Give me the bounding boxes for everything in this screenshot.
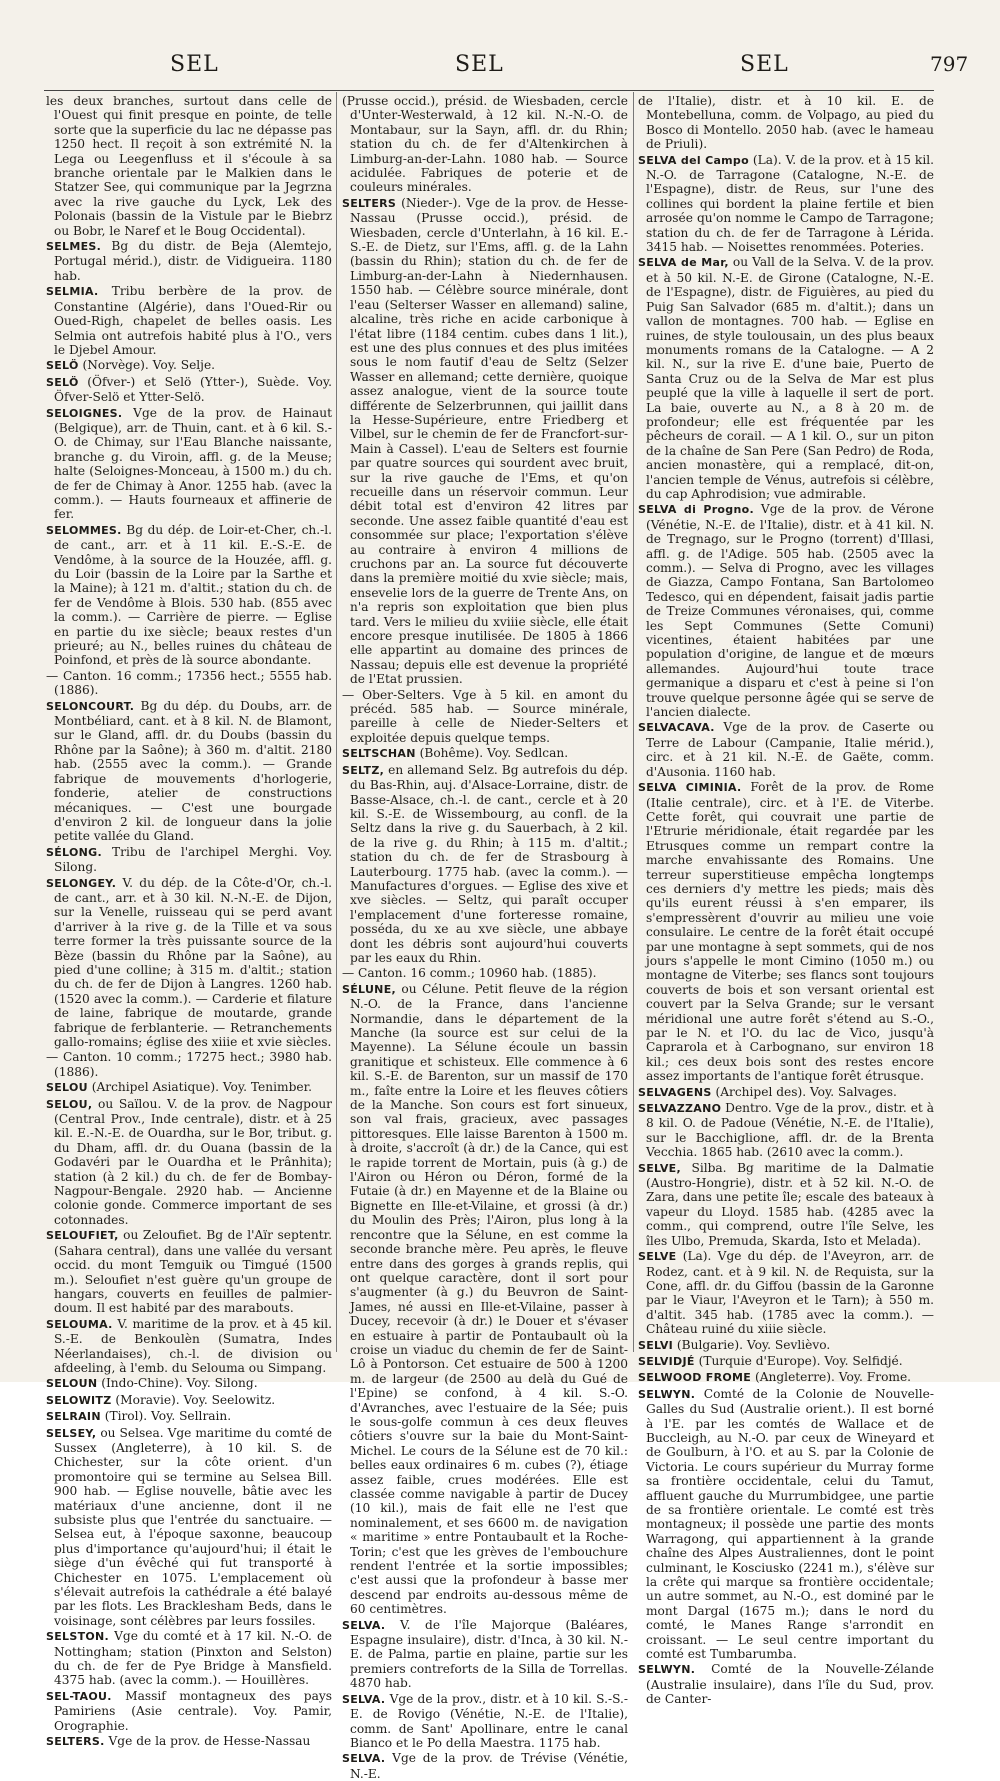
entry-text: (Norvège). Voy. Selje. <box>82 358 216 373</box>
dictionary-entry <box>46 375 332 405</box>
entry-text: Vge de la prov. de Hainaut (Belgique), arr. de Thuin, cant. et à 6 kil. S.-O. de Chimay, sur l'Eau Blanche naissante, branche g. du Viroin, affl. g. de la Meuse; halte (Seloignes-Monceau, à 1500 m.) du ch. de fer de Chimay à Anor. 1255 hab. (avec la comm.). — Hauts fourneaux et affinerie de fer. <box>54 405 333 522</box>
dictionary-entry <box>46 239 332 283</box>
entry-headword: SELVI <box>638 1338 674 1352</box>
entry-text: Bg du dép. du Doubs, arr. de Montbéliard, cant. et à 8 kil. N. de Blamont, sur le Gland, affl. dr. du Doubs (bassin du Rhône par la Saône); à 360 m. d'altit. 2180 hab. (2555 avec la comm.). — Grande fabrique de mouvements d'horlogerie, fonderie, atelier de constructions mécaniques. — C'est une bourgade d'environ 2 kil. de longueur dans la jolie petite vallée du Gland. <box>54 698 332 844</box>
dictionary-entry <box>46 1050 332 1079</box>
dictionary-entry <box>46 1097 332 1228</box>
entry-headword: SELRAIN <box>46 1410 101 1424</box>
entry-text: Silba. Bg maritime de la Dalmatie (Austro-Hongrie), distr. et à 52 kil. N.-O. de Zara, dans une petite île; escale des bateaux à vapeur du Lloyd. 1585 hab. (4285 avec la comm., qui comprend, outre l'île Selve, les îles Ulbo, Premuda, Skarda, Isto et Melada). <box>646 1160 934 1248</box>
column-3 <box>638 94 935 1707</box>
dictionary-entry <box>638 1662 934 1706</box>
entry-text: ou Selsea. Vge maritime du comté de Sussex (Angleterre), à 10 kil. S. de Chichester, sur la côte orient. d'un promontoire qui se termine au Selsea Bill. 900 hab. — Eglise nouvelle, bâtie avec les matériaux d'une ancienne, dont il ne subsiste plus que l'entrée du sanctuaire. — Selsea eut, à l'époque saxonne, beaucoup plus d'importance qu'aujourd'hui; il était le siège d'un évêché qui fut transporté à Chichester en 1075. L'emplacement où s'élevait autrefois la cathédrale a été balayé par les flots. Les Bracklesham Beds, dans le voisinage, sont célèbres par leurs fossiles. <box>54 1425 333 1628</box>
dictionary-entry <box>46 406 332 522</box>
entry-text: V. de l'île Majorque (Baléares, Espagne insulaire), distr. d'Inca, à 30 kil. N.-E. de Palma, partie en plaine, partie sur les premiers contreforts de la Silla de Torrellas. 4870 hab. <box>350 1617 628 1691</box>
entry-headword: SELOUFIET, <box>46 1229 119 1243</box>
entry-text: ou Vall de la Selva. V. de la prov. et à 50 kil. N.-E. de Girone (Catalogne, N.-E. de l'Espagne), distr. de Figuières, au pied du Puig San Salvador (685 m. d'altit.); dans un vallon de montagnes. 700 hab. — Eglise en ruines, de style toulousain, un des plus beaux monuments romans de la Catalogne. — A 2 kil. N., sur la rive E. d'une baie, Puerto de Santa Cruz ou de la Selva de Mar est plus peuplé que la ville à laquelle il sert de port. La baie, ouverte au N., a 8 à 20 m. de profondeur; elle est fréquentée par les pêcheurs de corail. — A 1 kil. O., sur un piton de la chaîne de San Pere (San Pedro) de Roda, ancien monastère, qui a remplacé, dit-on, l'ancien temple de Vénus, autrefois si célèbre, du cap Aphrodision; vue admirable. <box>646 255 934 501</box>
entry-text: (Angleterre). Voy. Frome. <box>754 1370 912 1385</box>
entry-headword: SELOWITZ <box>46 1393 112 1407</box>
entry-headword: SELSTON. <box>46 1630 110 1644</box>
dictionary-entry <box>46 1376 332 1391</box>
entry-text: Bg du dép. de Loir-et-Cher, ch.-l. de cant., arr. et à 11 kil. E.-S.-E. de Vendôme, à la source de la Houzée, affl. g. du Loir (bassin de la Loire par la Sarthe et la Maine); à 121 m. d'altit.; station du ch. de fer de Vendôme à Blois. 530 hab. (855 avec la comm.). — Carrière de pierre. — Eglise en partie du ixe siècle; beaux restes d'un prieuré; au N., belles ruines du château de Poinfond, et près de là source abondante. <box>54 522 333 668</box>
entry-headword: SELOMMES. <box>46 523 122 537</box>
entry-headword: SELVIDJÉ <box>638 1354 695 1368</box>
dictionary-entry <box>342 94 628 195</box>
dictionary-entry <box>638 1370 934 1385</box>
column-divider <box>633 92 634 1352</box>
entry-text: V. maritime de la prov. et à 45 kil. S.-E. de Benkoulèn (Sumatra, Indes Néerlandaises), ch.-l. de division ou afdeeling, à l'emb. du Selouma ou Simpang. <box>54 1316 333 1375</box>
entry-headword: SELVA CIMINIA. <box>638 781 742 795</box>
entry-text: Vge de la prov. de Hesse-Nassau <box>108 1734 311 1749</box>
dictionary-entry <box>638 1387 934 1662</box>
dictionary-entry <box>638 502 934 719</box>
running-head-right: SEL <box>740 52 789 77</box>
column-divider <box>336 92 337 1352</box>
dictionary-entry <box>46 1409 332 1424</box>
entry-text: — Ober-Selters. Vge à 5 kil. en amont du précéd. 585 hab. — Source minérale, pareille à celle de Nieder-Selters et exploitée depuis quelque temps. <box>342 687 628 745</box>
entry-text: (Archipel Asiatique). Voy. Tenimber. <box>91 1080 312 1095</box>
dictionary-entry <box>342 746 628 761</box>
entry-text: Tribu de l'archipel Merghi. Voy. Silong. <box>54 844 332 875</box>
entry-text: (Turquie d'Europe). Voy. Selfidjé. <box>698 1353 903 1368</box>
dictionary-entry <box>46 1393 332 1408</box>
entry-text: Vge du comté et à 17 kil. N.-O. de Nottingham; station (Pinxton and Selston) du ch. de fer de Pye Bridge à Mansfield. 4375 hab. (avec la comm.). — Houillères. <box>54 1629 332 1688</box>
dictionary-entry <box>342 1751 628 1781</box>
entry-headword: SELONGEY. <box>46 876 117 890</box>
entry-text: (Öfver-) et Selö (Ytter-), Suède. Voy. Öfver-Selö et Ytter-Selö. <box>54 374 333 405</box>
entry-headword: SELVE, <box>638 1161 681 1175</box>
dictionary-entry <box>46 523 332 668</box>
dictionary-entry <box>342 982 628 1617</box>
entry-headword: SELVA. <box>342 1692 386 1706</box>
entry-headword: SELONCOURT. <box>46 699 135 713</box>
dictionary-entry <box>638 153 934 255</box>
entry-headword: SELÖ <box>46 375 79 389</box>
entry-headword: SÉLUNE, <box>342 982 396 996</box>
dictionary-entry <box>342 763 628 966</box>
dictionary-entry <box>46 1426 332 1629</box>
entry-text: — Canton. 10 comm.; 17275 hect.; 3980 hab. (1886). <box>46 1050 332 1079</box>
entry-headword: SELVA. <box>342 1618 386 1632</box>
dictionary-entry <box>638 720 934 779</box>
dictionary-entry <box>46 699 332 844</box>
dictionary-entry <box>46 1317 332 1376</box>
dictionary-entry <box>46 1228 332 1315</box>
entry-text: (La). Vge du dép. de l'Aveyron, arr. de Rodez, cant. et à 9 kil. N. de Requista, sur la Cone, affl. dr. du Giffou (bassin de la Garonne par le Viaur, l'Aveyron et le Tarn); à 550 m. d'altit. 345 hab. (1785 avec la comm.). — Château ruiné du xiiie siècle. <box>646 1249 934 1337</box>
dictionary-entry <box>342 1692 628 1751</box>
entry-text: Vge de la prov., distr. et à 10 kil. S.-S.-E. de Rovigo (Vénétie, N.-E. de l'Italie), comm. de Sant' Apollinare, entre le canal Bianco et le Po della Maestra. 1175 hab. <box>350 1691 628 1750</box>
dictionary-entry <box>638 94 934 152</box>
entry-headword: SELMES. <box>46 240 102 254</box>
dictionary-entry <box>46 358 332 373</box>
dictionary-entry <box>638 1101 934 1160</box>
dictionary-entry <box>638 1161 934 1248</box>
entry-text: (Indo-Chine). Voy. Silong. <box>101 1376 258 1391</box>
dictionary-entry <box>342 688 628 746</box>
entry-text: ou Saïlou. V. de la prov. de Nagpour (Central Prov., Inde centrale), distr. et à 25 kil. E.-N.-E. de Ouardha, sur le Bor, tribut. g. du Dham, affl. dr. du Ouana (bassin de la Godavéri par le Ouardha et le Prânhita); station (à 2 kil.) du ch. de fer de Bombay-Nagpour-Bengale. 2920 hab. — Ancienne colonie gonde. Commerce important de ses cotonnades. <box>54 1096 332 1227</box>
dictionary-entry <box>342 966 628 980</box>
entry-headword: SELVE <box>638 1250 677 1264</box>
entry-headword: SELOUN <box>46 1377 98 1391</box>
entry-text: ou Zeloufiet. Bg de l'Aïr septentr. (Sahara central), dans une vallée du versant occid. du mont Temguik ou Timgué (1500 m.). Seloufiet n'est guère qu'un groupe de hangars, couverts en feuilles de palmier-doum. Il est habité par des marabouts. <box>54 1228 333 1316</box>
dictionary-entry <box>46 669 332 698</box>
entry-headword: SELVA. <box>342 1752 386 1766</box>
entry-text: (Bohême). Voy. Sedlcan. <box>419 746 569 761</box>
entry-text: Forêt de la prov. de Rome (Italie centrale), circ. et à l'E. de Viterbe. Cette forêt, qui couvrait une partie de l'Etrurie méridionale, était regardée par les Etrusques comme un rempart contre la marche envahissante des Romains. Une terreur superstitieuse empêcha longtemps ces derniers d'y mettre les pieds; mais dès qu'ils eurent réussi à s'en emparer, ils s'empressèrent d'ouvrir au milieu une voie consulaire. Le centre de la forêt était occupé par une montagne à sept sommets, qui de nos jours s'appelle le mont Cimino (1050 m.) ou montagne de Viterbe; ses flancs sont toujours couverts de bois et son versant oriental est couvert par la Selva Grande; sur le versant méridional une autre forêt s'étend au S.-O., par le N. et l'O. du lac de Vico, jusqu'à Caprarola et à Carbognano, sur environ 18 kil.; ces deux bois sont des restes encore assez importants de l'antique forêt étrusque. <box>646 780 935 1084</box>
dictionary-entry <box>342 1618 628 1691</box>
entry-headword: SELÖ <box>46 359 79 373</box>
entry-text: Vge de la prov. de Caserte ou Terre de Labour (Campanie, Italie mérid.), circ. et à 21 kil. N.-E. de Gaëte, comm. d'Ausonia. 1160 hab. <box>646 720 934 779</box>
dictionary-entry <box>46 1080 332 1095</box>
entry-text: (Archipel des). Voy. Salvages. <box>715 1084 897 1099</box>
dictionary-entry <box>46 1629 332 1688</box>
entry-text: Massif montagneux des pays Pamiriens (Asie centrale). Voy. Pamir, Orographie. <box>54 1688 332 1733</box>
entry-headword: SELVA di Progno. <box>638 503 754 517</box>
entry-headword: SELVACAVA. <box>638 721 715 735</box>
entry-text: de l'Italie), distr. et à 10 kil. E. de Montebelluna, comm. de Volpago, au pied du Bosco di Montello. 2050 hab. (avec le hameau de Priuli). <box>638 94 934 152</box>
entry-text: V. du dép. de la Côte-d'Or, ch.-l. de cant., arr. et à 30 kil. N.-N.-E. de Dijon, sur la Venelle, ruisseau qui se perd avant d'arriver à la rive g. de la Tille et va sous terre former la très puissante source de la Bèze (bassin du Rhône par la Saône), au pied d'une colline; à 315 m. d'altit.; station du ch. de fer de Dijon à Langres. 1260 hab. (1520 avec la comm.). — Carderie et filature de laine, fabrique de moutarde, grande fabrique de ferblanterie. — Retranchements gallo-romains; église des xiiie et xvie siècles. <box>54 875 333 1049</box>
dictionary-entry <box>46 876 332 1050</box>
entry-headword: SEL-TAOU. <box>46 1689 112 1703</box>
entry-text: Tribu berbère de la prov. de Constantine (Algérie), dans l'Oued-Rir ou Oued-Righ, chapelet de belles oasis. Les Selmia ont autrefois habité plus à l'O., vers le Djebel Amour. <box>54 284 332 357</box>
entry-text: en allemand Selz. Bg autrefois du dép. du Bas-Rhin, auj. d'Alsace-Lorraine, distr. de Basse-Alsace, ch.-l. de cant., cercle et à 20 kil. S.-E. de Wissembourg, au confl. de la Seltz dans la rive g. du Sauerbach, à 2 kil. de la rive g. du Rhin; à 115 m. d'altit.; station du ch. de fer de Strasbourg à Lauterbourg. 1775 hab. (avec la comm.). — Manufactures d'orgues. — Eglise des xive et xve siècles. — Seltz, qui paraît occuper l'emplacement d'une forteresse romaine, posséda, du xe au xve siècle, une abbaye dont les débris sont aujourd'hui couverts par les eaux du Rhin. <box>350 762 628 965</box>
entry-headword: SELOU <box>46 1081 88 1095</box>
entry-text: Bg du distr. de Beja (Alemtejo, Portugal mérid.), distr. de Vidigueira. 1180 hab. <box>54 239 333 283</box>
entry-headword: SELTERS <box>342 196 397 210</box>
entry-headword: SELTERS. <box>46 1735 105 1749</box>
running-head-left: SEL <box>170 52 219 77</box>
entry-headword: SELTSCHAN <box>342 747 416 761</box>
entry-headword: SELVA del Campo <box>638 153 749 167</box>
header-rule <box>44 90 934 91</box>
column-1 <box>46 94 333 1749</box>
dictionary-entry <box>342 196 628 687</box>
entry-headword: SELWYN. <box>638 1387 696 1401</box>
dictionary-entry <box>638 255 934 501</box>
entry-text: (Moravie). Voy. Seelowitz. <box>115 1392 276 1407</box>
entry-headword: SELOU, <box>46 1097 93 1111</box>
entry-headword: SELMIA. <box>46 285 99 299</box>
running-head-center: SEL <box>455 52 504 77</box>
dictionary-entry <box>638 1354 934 1369</box>
entry-headword: SELVA de Mar, <box>638 256 729 270</box>
entry-text: Dentro. Vge de la prov., distr. et à 8 kil. O. de Padoue (Vénétie, N.-E. de l'Italie), sur le Bacchiglione, affl. dr. de la Brenta Vecchia. 1865 hab. (2610 avec la comm.). <box>646 1101 935 1160</box>
entry-text: Comté de la Nouvelle-Zélande (Australie insulaire), dans l'île du Sud, prov. de Canter- <box>646 1662 935 1707</box>
dictionary-entry <box>46 284 332 357</box>
dictionary-entry <box>638 780 934 1084</box>
entry-headword: SELVAZZANO <box>638 1102 722 1116</box>
entry-text: — Canton. 16 comm.; 17356 hect.; 5555 hab. (1886). <box>46 668 332 698</box>
dictionary-entry <box>46 94 332 238</box>
entry-headword: SELVAGENS <box>638 1085 712 1099</box>
entry-text: ou Célune. Petit fleuve de la région N.-O. de la France, dans l'ancienne Normandie, dans le département de la Manche (la source est sur celui de la Mayenne). La Sélune écoule un bassin granitique et schisteux. Elle commence à 6 kil. S.-E. de Barenton, sur un massif de 170 m., faîte entre la Loire et les fleuves côtiers de la Manche. Son cours est fort sinueux, son val frais, gracieux, avec passages pittoresques. Elle laisse Barenton à 1500 m. à droite, s'accroît (à dr.) de la Cance, qui est le rapide torrent de Mortain, puis (à g.) de l'Airon ou Héron ou Déron, formé de la Futaie (à dr.) en Mayenne et de la Blaine ou Bignette en Ille-et-Vilaine, et grossi (à dr.) du Moulin des Près; l'Airon, plus long à la rencontre que la Sélune, en est comme la seconde branche mère. Peu après, le fleuve entre dans des gorges à grands replis, qui ont quelque caractère, dont il sort pour s'augmenter (à g.) du Beuvron de Saint-James, né aussi en Ille-et-Vilaine, passer à Ducey, recevoir (à dr.) le Douer et s'évaser en estuaire à partir de Pontaubault où la croise un viaduc du chemin de fer de Saint-Lô à Pontorson. Cet estuaire de 500 à 1200 m. de largeur (de 2500 au delà du Gué de l'Epine) se confond, à 4 kil. S.-O. d'Avranches, avec l'estuaire de la Sée; puis le sous-golfe commun à ces deux fleuves côtiers s'ouvre sur la baie du Mont-Saint-Michel. Le cours de la Sélune est de 70 kil.: belles eaux ordinaires 6 m. cubes (?), étiage assez faible, crues modérées. Elle est classée comme navigable à partir de Ducey (10 kil.), mais de fait elle ne l'est que nominalement, et ses 6600 m. de navigation « maritime » entre Pontaubault et la Roche-Torin; c'est que les grèves de l'embouchure rendent l'entrée et la sortie impossibles; c'est aussi que la profondeur à basse mer descend par endroits au-dessous même de 60 centimètres. <box>350 981 629 1617</box>
entry-text: Comté de la Colonie de Nouvelle-Galles du Sud (Australie orient.). Il est borné à l'E. par les comtés de Wallace et de Buccleigh, au N.-O. par ceux de Wineyard et de Goulburn, à l'O. et au S. par la Colonie de Victoria. Le cours supérieur du Murray forme sa frontière occidentale, celui du Tamut, affluent gauche du Murrumbidgee, une partie de sa frontière orientale. Le comté est très montagneux; il possède une partie des monts Warragong, qui appartiennent à la grande chaîne des Alpes Australiennes, dont le point culminant, le Kosciusko (2241 m.), s'élève sur la crête qui marque sa frontière occidentale; un autre sommet, au N.-O., est dominé par le mont Dargal (1675 m.); dans le nord du comté, le Manes Range s'arrondit en croissant. — Le seul centre important du comté est Tumbarumba. <box>646 1386 934 1662</box>
dictionary-entry <box>46 1689 332 1733</box>
entry-text: (La). V. de la prov. et à 15 kil. N.-O. de Tarragone (Catalogne, N.-E. de l'Espagne), distr. de Reus, sur l'une des collines qui bordent la plaine fertile et bien arrosée qu'on nomme le Campo de Tarragone; station du ch. de fer de Tarragone à Lérida. 3415 hab. — Noisettes renommées. Poteries. <box>646 152 934 255</box>
entry-headword: SELSEY, <box>46 1426 97 1440</box>
entry-text: les deux branches, surtout dans celle de l'Ouest qui finit presque en pointe, de telle sorte que la superficie du lac ne dépasse pas 1250 hect. Il reçoit à son extrémité N. la Lega ou Leegenfluss et il s'écoule à sa branche orientale par le Malkien dans le Statzer See, qui communique par la Jegrzna avec la rive gauche du Lyck, Lek des Polonais (bassin de la Vistule par le Biebrz ou Bobr, le Naref et le Boug Occidental). <box>46 94 332 238</box>
dictionary-entry <box>638 1085 934 1100</box>
entry-headword: SÉLONG. <box>46 845 102 859</box>
entry-text: — Canton. 16 comm.; 10960 hab. (1885). <box>342 966 597 981</box>
entry-text: Vge de la prov. de Vérone (Vénétie, N.-E. de l'Italie), distr. et à 41 kil. N. de Tregnago, sur le Progno (torrent) d'Illasi, affl. g. de l'Adige. 505 hab. (2505 avec la comm.). — Selva di Progno, avec les villages de Giazza, Campo Fontana, San Bartolomeo Tedesco, qui en dépendent, faisait jadis partie de Treize Communes véronaises, qui, comme les Sept Communes (Sette Comuni) vicentines, étaient habitées par une population d'origine, de langue et de mœurs allemandes. Aujourd'hui toute trace germanique a disparu et c'est à peine si l'on trouve quelque personne âgée qui se serve de l'ancien dialecte. <box>646 502 934 720</box>
dictionary-entry <box>638 1338 934 1353</box>
dictionary-entry <box>638 1249 934 1336</box>
entry-headword: SELOUMA. <box>46 1317 113 1331</box>
dictionary-entry <box>46 1734 332 1749</box>
page-number: 797 <box>930 52 969 76</box>
entry-text: (Bulgarie). Voy. Sevlièvo. <box>676 1337 831 1352</box>
entry-headword: SELWYN. <box>638 1663 696 1677</box>
entry-text: Vge de la prov. de Trévise (Vénétie, N.-E. <box>350 1751 629 1781</box>
entry-text: (Tirol). Voy. Sellrain. <box>104 1409 232 1424</box>
entry-headword: SELWOOD FROME <box>638 1371 752 1385</box>
entry-headword: SELTZ, <box>342 763 385 777</box>
entry-text: (Prusse occid.), présid. de Wiesbaden, cercle d'Unter-Westerwald, à 12 kil. N.-N.-O. de Montabaur, sur la Sayn, affl. dr. du Rhin; station du ch. de fer d'Altenkirchen à Limburg-an-der-Lahn. 1080 hab. — Source acidulée. Fabriques de poterie et de couleurs minérales. <box>342 94 628 195</box>
dictionary-entry <box>46 845 332 875</box>
entry-headword: SELOIGNES. <box>46 406 123 420</box>
entry-text: (Nieder-). Vge de la prov. de Hesse-Nassau (Prusse occid.), présid. de Wiesbaden, cercle d'Unterlahn, à 16 kil. E.-S.-E. de Dietz, sur l'Ems, affl. g. de la Lahn (bassin du Rhin); station du ch. de fer de Limburg-an-der-Lahn à Niedernhausen. 1550 hab. — Célèbre source minérale, dont l'eau (Selterser Wasser en allemand) saline, alcaline, très riche en acide carbonique à l'état libre (1184 centim. cubes dans 1 lit.), est une des plus connues et des plus imitées sous le nom fautif d'eau de Seltz (Selzer Wasser en allemand; cette dernière, quoique assez analogue, vient de la source toute différente de Selzerbrunnen, qui jaillit dans la Hesse-Supérieure, entre Friedberg et Vilbel, sur le chemin de fer de Francfort-sur-Main à Cassel). L'eau de Selters est fournie par quatre sources qui sourdent avec bruit, sur la rive gauche de l'Ems, et qu'on recueille dans un réservoir commun. Leur débit total est d'environ 42 litres par seconde. Une assez faible quantité d'eau est consommée sur place; l'exportation s'élève au contraire à environ 4 millions de cruchons par an. La source fut découverte dans la première moitié du xvie siècle; mais, ensevelie lors de la guerre de Trente Ans, on n'a repris son exploitation que bien plus tard. Vers le milieu du xviiie siècle, elle était encore presque inutilisée. De 1805 à 1866 elle appartint au domaine des princes de Nassau; depuis elle est devenue la propriété de l'Etat prussien. <box>350 195 628 687</box>
column-2 <box>342 94 629 1781</box>
